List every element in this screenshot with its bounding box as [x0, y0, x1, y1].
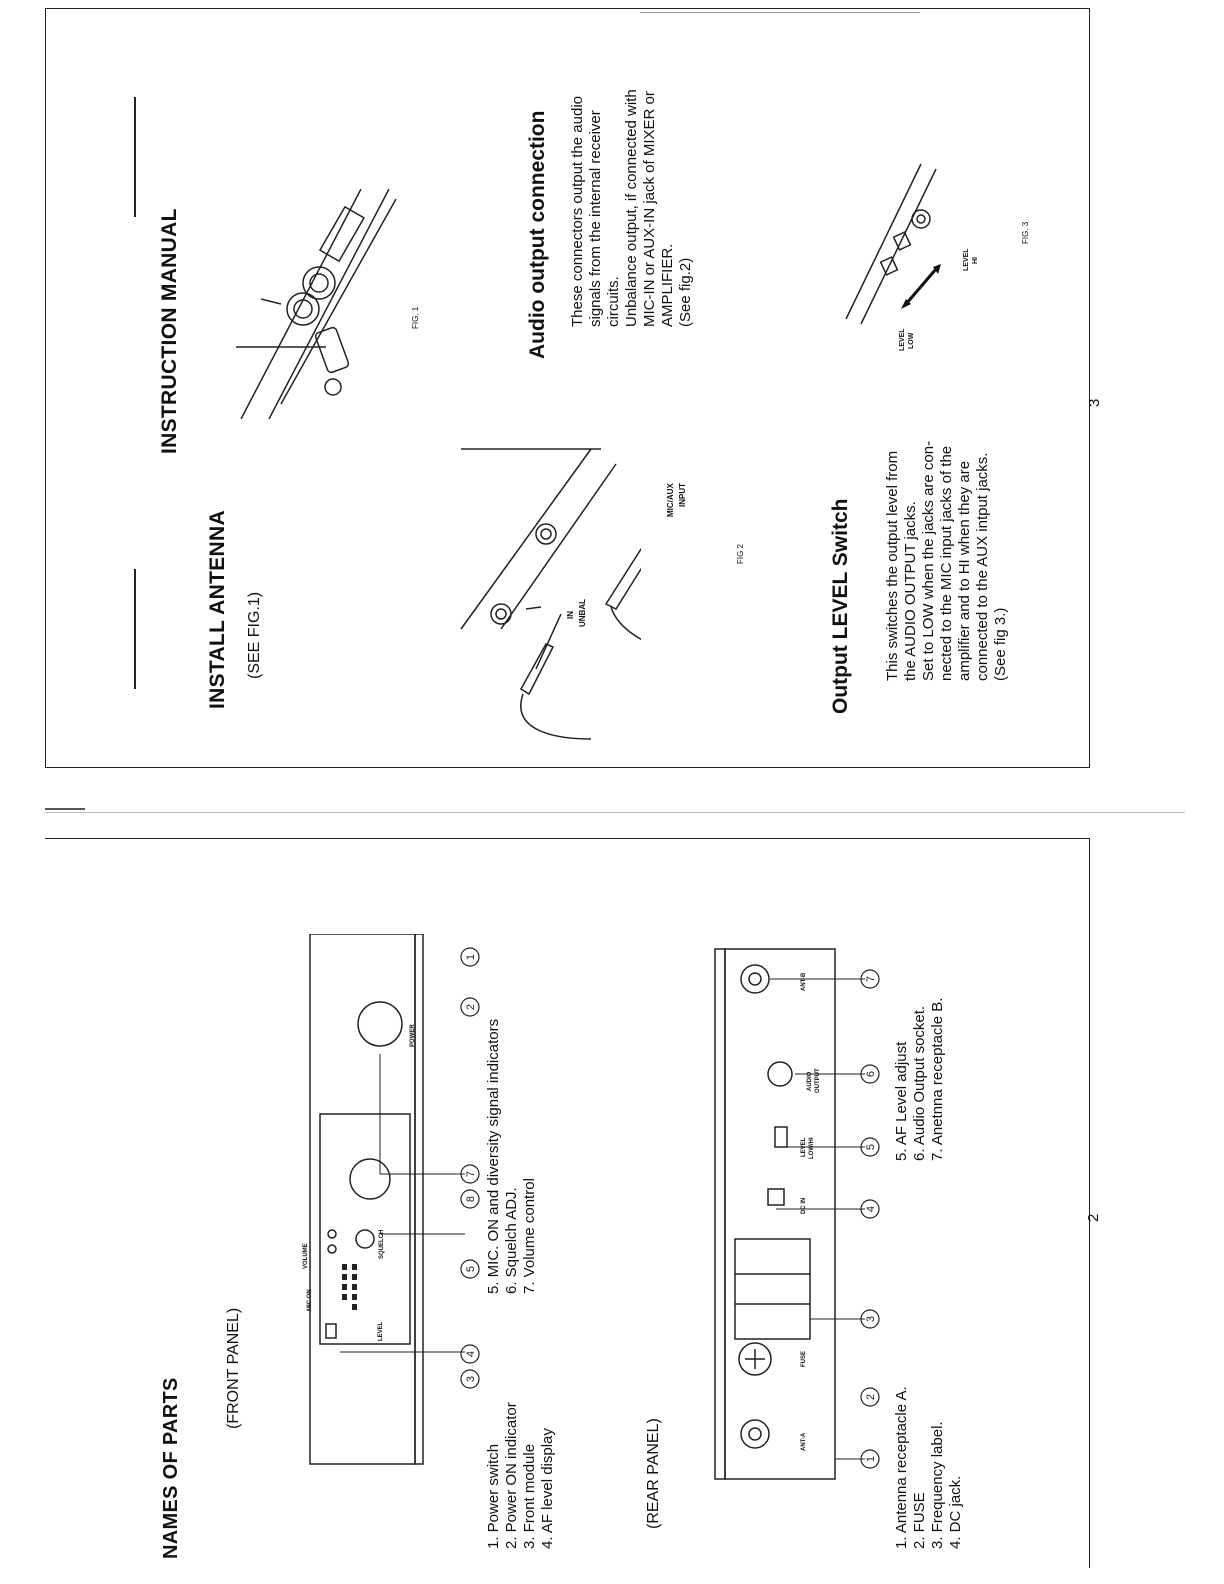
fig2-input-label-1: MIC/AUX	[666, 483, 675, 517]
manual-title: INSTRUCTION MANUAL	[158, 208, 181, 454]
rear-output-label: OUTPUT	[815, 1068, 821, 1093]
svg-text:3: 3	[465, 1375, 477, 1383]
svg-text:1: 1	[465, 953, 477, 961]
svg-text:5: 5	[465, 1265, 477, 1273]
level-line-6: connected to the AUX intput jacks.	[974, 452, 991, 681]
front-callouts	[455, 939, 485, 1499]
page-3	[45, 8, 1103, 768]
level-heading: Output LEVEL Switch	[829, 498, 852, 714]
fig3-low-label-2: LOW	[908, 332, 915, 349]
rear-fuse-label: FUSE	[801, 1350, 807, 1367]
fig3-hi-label-1: LEVEL	[963, 248, 970, 271]
front-volume-label: VOLUME	[303, 1243, 309, 1269]
scan-artifact-mid2	[45, 808, 85, 810]
title-rule-bottom	[134, 569, 136, 689]
svg-text:5: 5	[865, 1143, 877, 1151]
fig2-input-label-2: INPUT	[678, 483, 687, 507]
rear-anta-label: ANT-A	[801, 1432, 807, 1451]
front-item-1: 1. Power switch	[485, 1443, 502, 1549]
level-line-5: amplifier and to HI when they are	[956, 460, 973, 681]
fig3-hi-label-2: HI	[972, 257, 979, 264]
fig1-caption: FIG. 1	[411, 306, 420, 329]
rear-audio-label: AUDIO	[807, 1071, 813, 1091]
rear-item-4: 4. DC jack.	[947, 1475, 964, 1549]
fig3-illustration	[841, 159, 961, 329]
fig1-illustration	[221, 189, 421, 419]
svg-text:4: 4	[465, 1350, 477, 1358]
page-number-2: 2	[1085, 1213, 1102, 1222]
svg-text:2: 2	[465, 1003, 477, 1011]
svg-text:1: 1	[865, 1455, 877, 1463]
front-item-7: 7. Volume control	[521, 1178, 538, 1294]
level-line-1: This switches the output level from	[884, 450, 901, 681]
page-number-3: 3	[1086, 398, 1103, 407]
svg-text:7: 7	[465, 1170, 477, 1178]
front-level-label: LEVEL	[378, 1321, 384, 1341]
front-item-5: 5. MIC. ON and diversity signal indicators	[485, 1018, 502, 1294]
audio-line-5: MIC-IN or AUX-IN jack of MIXER or	[641, 91, 658, 327]
fig2-unbal-label: UNBAL	[578, 599, 587, 627]
front-item-3: 3. Front module	[521, 1443, 538, 1549]
fig2-in-label: IN	[566, 611, 575, 619]
install-sub: (SEE FIG.1)	[246, 591, 263, 679]
level-line-3: Set to LOW when the jacks are con-	[920, 440, 937, 681]
parts-title: NAMES OF PARTS	[160, 1377, 182, 1559]
rear-callouts	[855, 939, 885, 1499]
audio-line-2: signals from the internal receiver	[587, 110, 604, 327]
fig2-caption: FIG 2	[736, 543, 745, 564]
rear-level-label: LEVEL	[801, 1137, 807, 1157]
svg-text:3: 3	[865, 1315, 877, 1323]
rear-item-7: 7. Anetnna receptacle B.	[929, 997, 946, 1161]
level-line-4: nected to the MIC input jacks of the	[938, 445, 955, 681]
svg-text:4: 4	[865, 1205, 877, 1213]
page-2	[45, 838, 1102, 1568]
svg-text:6: 6	[865, 1070, 877, 1078]
rear-antb-label: ANT-B	[801, 972, 807, 991]
svg-text:2: 2	[865, 1393, 877, 1401]
audio-heading: Audio output connection	[526, 110, 549, 359]
audio-line-7: (See fig.2)	[677, 257, 694, 327]
audio-line-3: circuits.	[605, 276, 622, 327]
front-panel-label: (FRONT PANEL)	[225, 1307, 242, 1429]
front-squelch-label: SQUELCH	[379, 1229, 385, 1259]
audio-line-1: These connectors output the audio	[569, 96, 586, 327]
front-micon-label: MIC ON	[307, 1289, 313, 1311]
audio-line-6: AMPLIFIER.	[659, 243, 676, 327]
title-rule-top	[134, 97, 136, 217]
rear-lowhi-label: LOW/HI	[809, 1137, 815, 1159]
install-heading: INSTALL ANTENNA	[206, 510, 229, 709]
rear-item-5: 5. AF Level adjust	[893, 1041, 910, 1161]
rear-item-3: 3. Frequency label.	[929, 1421, 946, 1549]
front-item-2: 2. Power ON indicator	[503, 1402, 520, 1549]
level-line-7: (See fig 3.)	[992, 607, 1009, 681]
rear-dcin-label: DC IN	[801, 1197, 807, 1214]
fig2-illustration	[441, 439, 641, 759]
scan-artifact-mid	[45, 812, 1185, 813]
audio-line-4: Unbalance output, if connected with	[623, 89, 640, 327]
fig3-caption: FIG. 3	[1021, 221, 1030, 244]
fig3-low-label-1: LEVEL	[899, 328, 906, 351]
front-power-label: POWER	[410, 1024, 416, 1047]
rear-item-2: 2. FUSE	[911, 1492, 928, 1549]
rear-item-1: 1. Antenna receptacle A.	[893, 1386, 910, 1549]
front-item-4: 4. AF level display	[539, 1428, 556, 1549]
svg-text:7: 7	[865, 975, 877, 983]
svg-text:8: 8	[465, 1195, 477, 1203]
rear-item-6: 6. Audio Output socket.	[911, 1005, 928, 1161]
rear-panel-label: (REAR PANEL)	[645, 1418, 662, 1529]
front-item-6: 6. Squelch ADJ.	[503, 1187, 520, 1294]
level-line-2: the AUDIO OUTPUT jacks.	[902, 501, 919, 681]
